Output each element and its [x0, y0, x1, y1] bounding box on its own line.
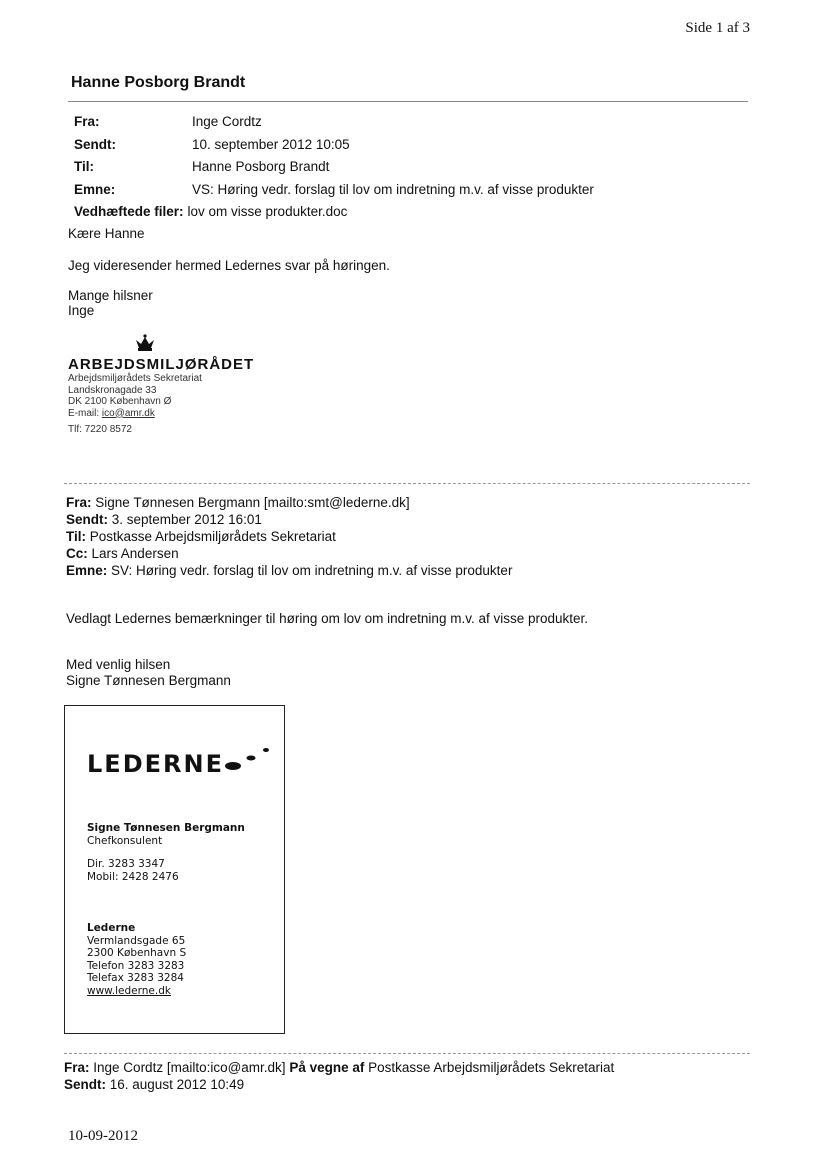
fwd2-from-label: Fra:: [64, 1060, 90, 1075]
sent-value: 10. september 2012 10:05: [192, 136, 350, 152]
fwd1-from: Signe Tønnesen Bergmann [mailto:smt@lederne.dk]: [95, 495, 410, 510]
footer-date: 10-09-2012: [68, 1128, 138, 1144]
fwd1-cc-label: Cc:: [66, 546, 88, 561]
amr-org-name: ARBEJDSMILJØRÅDET: [68, 356, 255, 373]
header-attachments-row: [74, 201, 594, 224]
card-org: Lederne: [87, 922, 136, 934]
amr-phone: Tlf: 7220 8572: [68, 424, 132, 435]
card-addr2: 2300 København S: [87, 947, 187, 959]
card-mobil: Mobil: 2428 2476: [87, 870, 179, 883]
card-phones: [87, 858, 179, 883]
message-body: Jeg videresender hermed Ledernes svar på høringen.: [68, 258, 390, 273]
amr-email-line: [68, 408, 254, 420]
card-title: Chefkonsulent: [87, 834, 163, 847]
fwd1-to-label: Til:: [66, 529, 86, 544]
card-web-link[interactable]: www.lederne.dk: [87, 984, 171, 997]
page-number: Side 1 af 3: [685, 20, 750, 36]
amr-signature: [68, 334, 254, 436]
fwd2-from: Inge Cordtz [mailto:ico@amr.dk]: [93, 1060, 286, 1075]
subject-value: VS: Høring vedr. forslag til lov om indretning m.v. af visse produkter: [192, 181, 594, 197]
subject-label: Emne:: [74, 181, 116, 197]
amr-line3: DK 2100 København Ø: [68, 396, 172, 407]
email-header: [74, 111, 594, 224]
signer: Inge: [68, 303, 95, 318]
fwd1-to: Postkasse Arbejdsmiljørådets Sekretariat: [89, 529, 336, 544]
fwd2-sent-label: Sendt:: [64, 1077, 106, 1092]
amr-line2: Landskronagade 33: [68, 384, 157, 396]
amr-email-link[interactable]: ico@amr.dk: [101, 407, 155, 419]
fwd1-subject-label: Emne:: [66, 563, 108, 578]
divider: [64, 1053, 750, 1054]
header-sent-row: [74, 134, 594, 157]
fwd2-behalf-label: På vegne af: [289, 1060, 365, 1075]
card-address: [87, 922, 186, 997]
sent-label: Sendt:: [74, 136, 116, 152]
card-dir: Dir. 3283 3347: [87, 858, 165, 870]
fwd1-subject-row: [66, 562, 512, 579]
fwd1-subject: SV: Høring vedr. forslag til lov om indretning m.v. af visse produkter: [111, 563, 513, 578]
fwd1-sent-row: [66, 511, 512, 528]
amr-email-label: E-mail:: [68, 407, 100, 419]
business-card: [64, 705, 285, 1034]
divider: [68, 101, 748, 102]
to-value: Hanne Posborg Brandt: [192, 159, 330, 174]
card-contact: [87, 822, 245, 847]
lederne-logo-dots-icon: [225, 746, 271, 777]
fwd1-cc: Lars Andersen: [91, 546, 179, 561]
fwd1-from-row: [66, 494, 512, 511]
from-label: Fra:: [74, 114, 100, 129]
card-name: Signe Tønnesen Bergmann: [87, 822, 245, 834]
fwd2-sent-row: [64, 1076, 614, 1093]
attachments-label: Vedhæftede filer:: [74, 204, 184, 219]
amr-line1: Arbejdsmiljørådets Sekretariat: [68, 373, 202, 384]
lederne-logo: LEDERNE: [87, 750, 224, 778]
fwd1-from-label: Fra:: [66, 495, 92, 510]
fwd1-to-row: [66, 528, 512, 545]
fwd1-signer: Signe Tønnesen Bergmann: [66, 673, 231, 688]
from-value: Inge Cordtz: [192, 114, 262, 129]
fwd2-from-row: [64, 1059, 614, 1076]
to-label: Til:: [74, 159, 94, 174]
fwd1-closing: Med venlig hilsen: [66, 657, 171, 672]
card-fax: Telefax 3283 3284: [87, 972, 184, 984]
fwd1-header: [66, 494, 512, 579]
fwd2-header: [64, 1059, 614, 1093]
header-subject-row: [74, 179, 594, 202]
crown-icon: [134, 334, 254, 355]
attachment-file[interactable]: lov om visse produkter.doc: [187, 204, 348, 219]
card-addr1: Vermlandsgade 65: [87, 934, 186, 947]
divider: [64, 483, 750, 484]
fwd2-sent: 16. august 2012 10:49: [109, 1077, 245, 1092]
header-to-row: [74, 156, 594, 179]
fwd2-behalf: Postkasse Arbejdsmiljørådets Sekretariat: [368, 1060, 615, 1075]
fwd1-body: Vedlagt Ledernes bemærkninger til høring om lov om indretning m.v. af visse produkter.: [66, 611, 589, 626]
header-from-row: [74, 111, 594, 134]
greeting: Kære Hanne: [68, 226, 145, 241]
fwd1-cc-row: [66, 545, 512, 562]
recipient-name: Hanne Posborg Brandt: [71, 74, 246, 91]
fwd1-sent-label: Sendt:: [66, 512, 108, 527]
closing: Mange hilsner: [68, 288, 153, 303]
fwd1-sent: 3. september 2012 16:01: [111, 512, 262, 527]
card-tel: Telefon 3283 3283: [87, 959, 185, 972]
